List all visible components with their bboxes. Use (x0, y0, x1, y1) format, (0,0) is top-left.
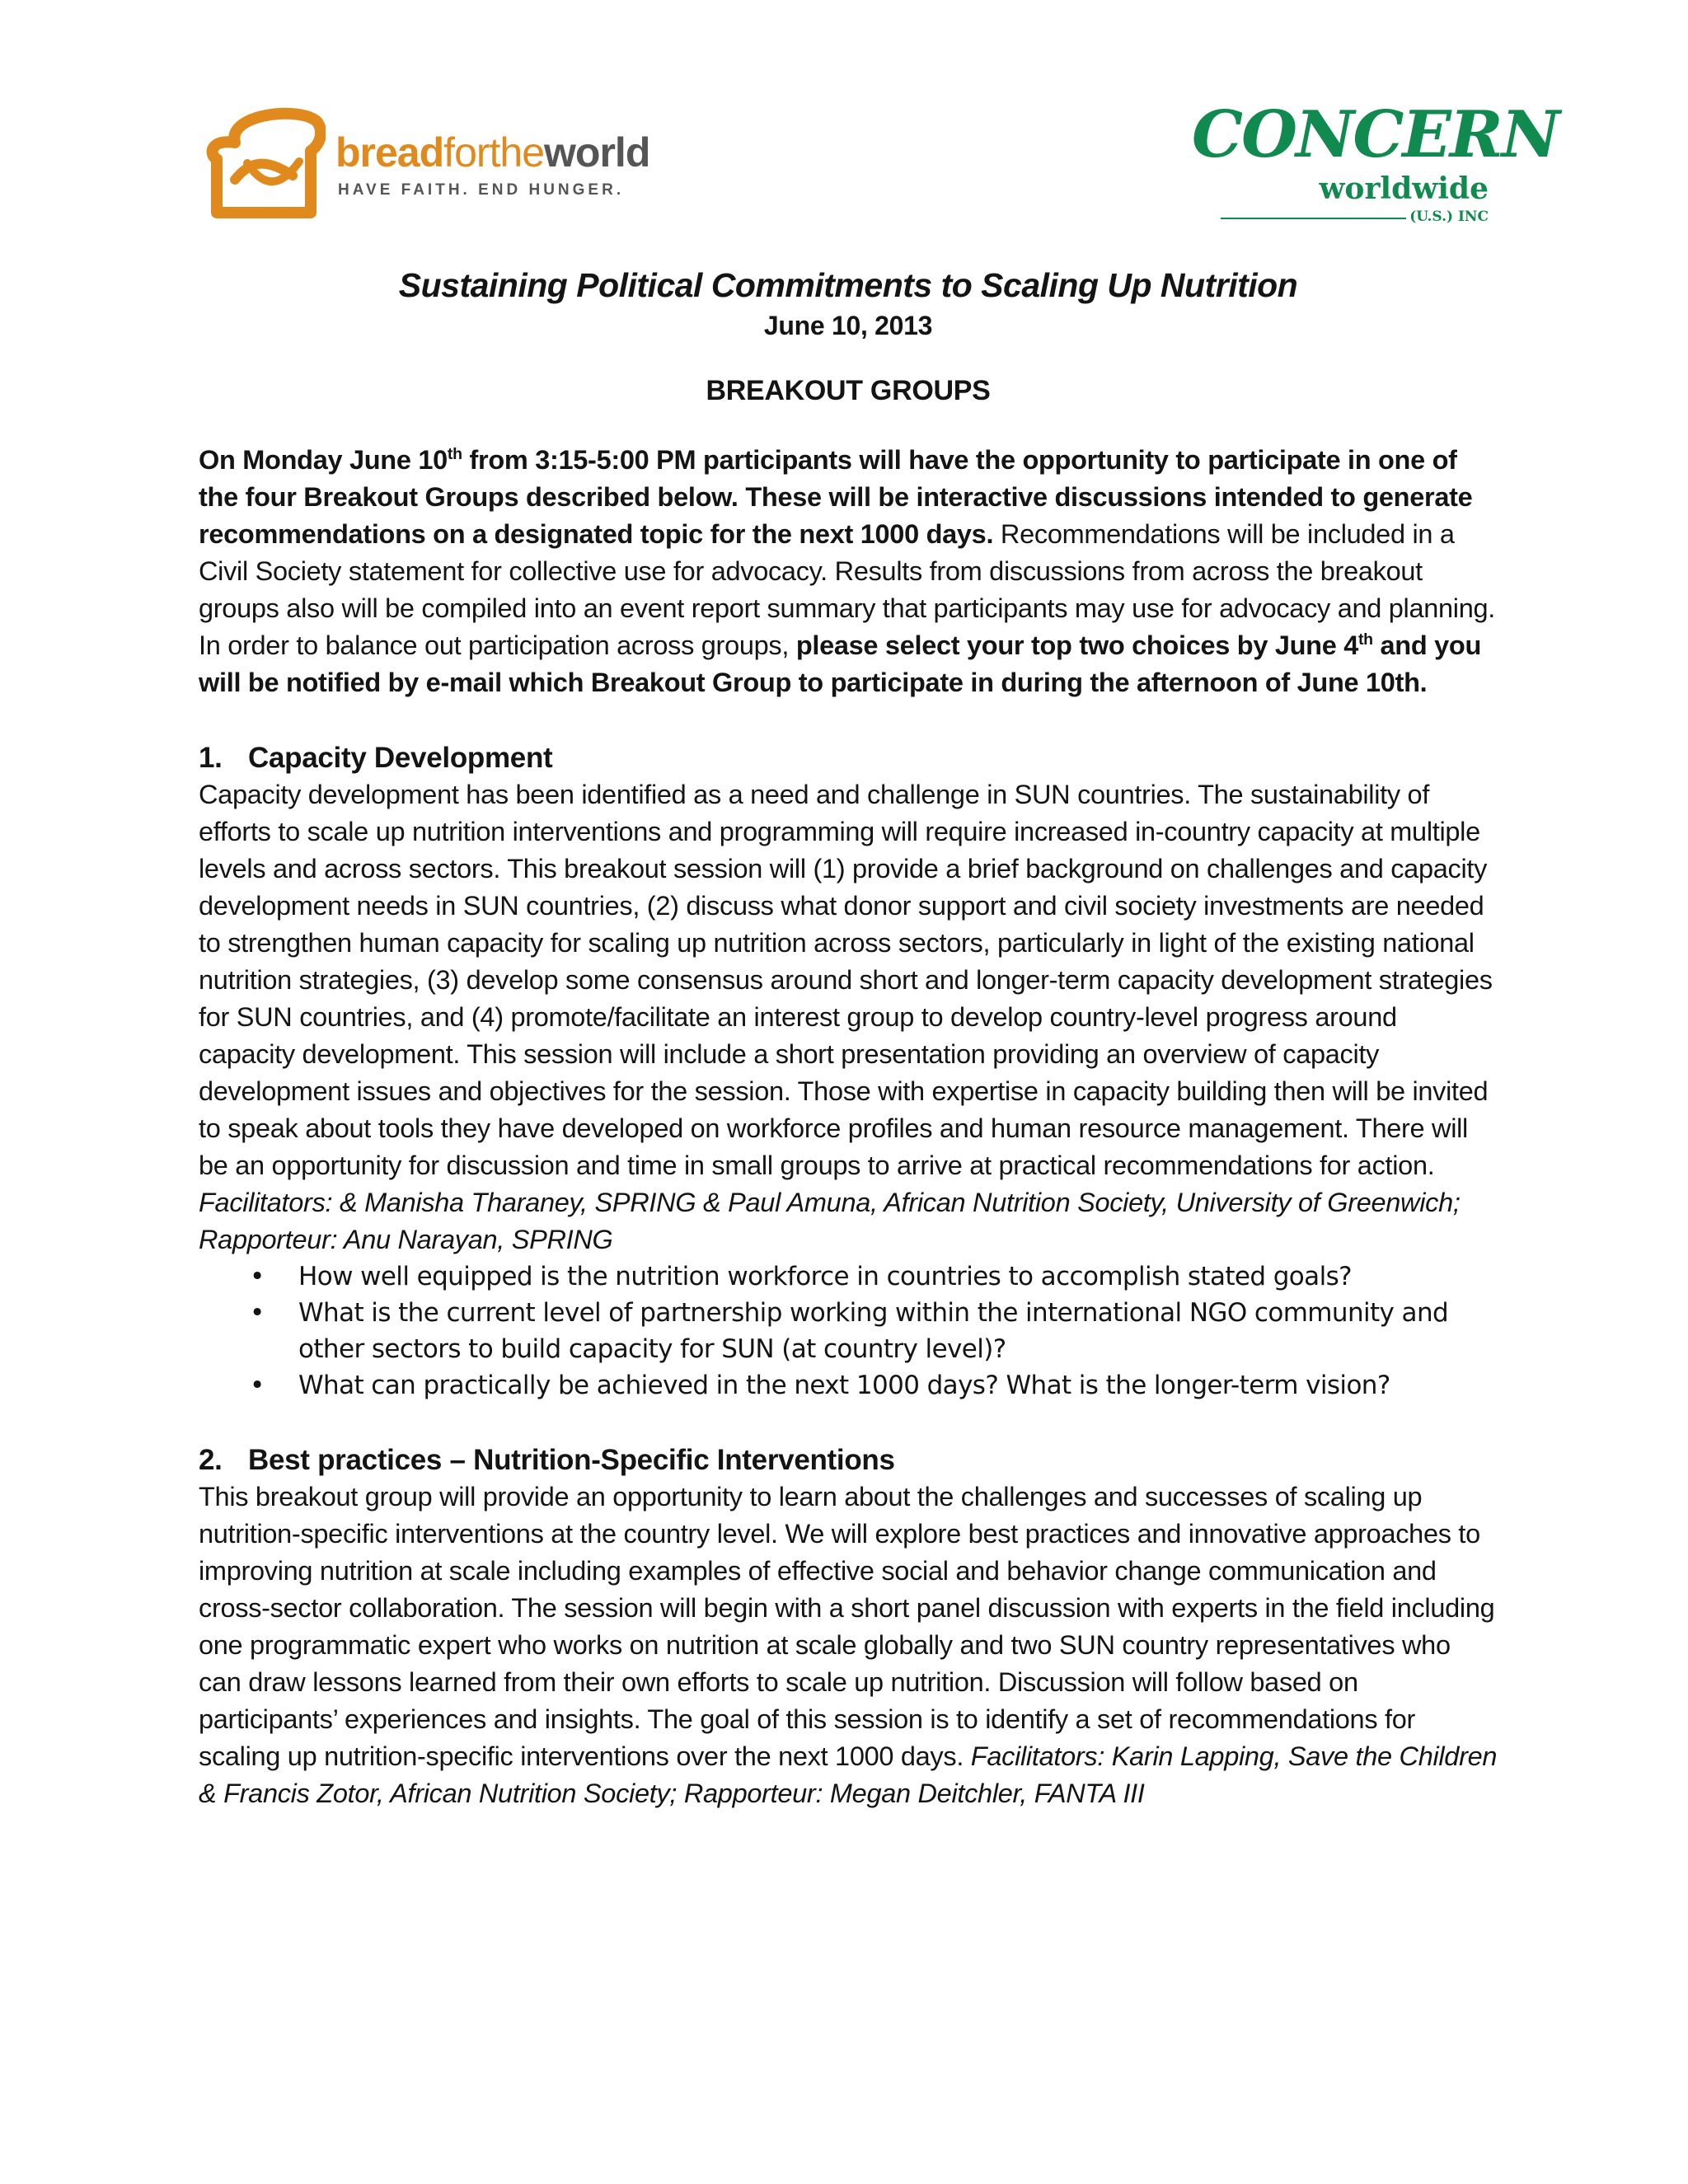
intro-bold-2a: please select your top two choices by June 4 (795, 630, 1358, 660)
section-number: 2. (199, 1444, 223, 1476)
bullet-icon: • (250, 1371, 265, 1400)
list-item: • What can practically be achieved in the next 1000 days? What is the longer-term vision? (199, 1367, 1498, 1404)
intro-bold-1b: from 3:15-5:00 PM participants will have the opportunity to participate in one of the four Breakout Groups described below. These will be interactive discussions intended to generate recommendations on a designated topic for the next 1000 days. (199, 445, 1473, 549)
concern-divider (1221, 218, 1406, 219)
section-body: This breakout group will provide an opportunity to learn about the challenges and successes of scaling up nutrition-specific interventions at the country level. We will explore best practices and innovative approaches to improving nutrition at scale including examples of effective social and behavior change communication and cross-sector collaboration. The session will begin with a short panel discussion with experts in the field including one programmatic expert who works on nutrition at scale globally and two SUN country representatives who can draw lessons learned from their own efforts to scale up nutrition. Discussion will follow based on participants’ experiences and insights. The goal of this session is to identify a set of recommendations for scaling up nutrition-specific interventions over the next 1000 days. Facilitators: Karin Lapping, Save the Children & Francis Zotor, African Nutrition Society; Rapporteur: Megan Deitchler, FANTA III (199, 1482, 1498, 1808)
concern-wordmark: CONCERN (1192, 97, 1559, 172)
concern-worldwide-text: worldwide (1319, 171, 1489, 206)
bullet-icon: • (250, 1298, 265, 1328)
section-facilitators: Facilitators: Karin Lapping, Save the Children & Francis Zotor, African Nutrition Society; Rapporteur: Megan Deitchler, FANTA III (199, 1741, 1498, 1808)
list-item: • How well equipped is the nutrition workforce in countries to accomplish stated goals? (199, 1258, 1498, 1295)
document-title: Sustaining Political Commitments to Scaling Up Nutrition (398, 266, 1298, 304)
bread-wordmark: breadfortheworld (335, 129, 650, 176)
concern-inc-text: (U.S.) INC (1409, 209, 1489, 225)
intro-bold-1-sup: th (447, 445, 462, 464)
document-date: June 10, 2013 (763, 311, 933, 340)
breakout-groups-heading: BREAKOUT GROUPS (706, 375, 991, 406)
bread-tagline: HAVE FAITH. END HUNGER. (338, 181, 625, 199)
section-body: Capacity development has been identified as a need and challenge in SUN countries. The sustainability of efforts to scale up nutrition interventions and programming will require increased in-country capacity at multiple levels and across sectors. This breakout session will (1) provide a brief background on challenges and capacity development needs in SUN countries, (2) discuss what donor support and civil society investments are needed to strengthen human capacity for scaling up nutrition across sectors, particularly in light of the existing national nutrition strategies, (3) develop some consensus around short and longer-term capacity development strategies for SUN countries, and (4) promote/facilitate an interest group to develop country-level progress around capacity development. This session will include a short presentation providing an overview of capacity development issues and objectives for the session. Those with expertise in capacity building then will be invited to speak about tools they have developed on workforce profiles and human resource management. There will be an opportunity for discussion and time in small groups to arrive at practical recommendations for action. Facilitators: & Manisha Tharaney, SPRING & Paul Amuna, African Nutrition Society, University of Greenwich; Rapporteur: Anu Narayan, SPRING (199, 780, 1493, 1254)
bread-loaf-icon (202, 97, 326, 221)
concern-worldwide-logo (1192, 97, 1559, 229)
section-title: Capacity Development (248, 742, 553, 774)
document-body (199, 260, 1498, 1812)
section-number: 1. (199, 742, 223, 774)
bullet-icon: • (250, 1262, 265, 1291)
section-heading-capacity-development (199, 739, 1498, 776)
intro-paragraph (199, 442, 1498, 701)
intro-bold-2-sup: th (1357, 630, 1373, 649)
intro-normal: Recommendations will be included in a Civil Society statement for collective use for advocacy. Results from discussions from across the breakout groups also will be compiled into an event report summary that participants may use for advocacy and planning. In order to balance out participation across groups, (199, 519, 1495, 660)
list-item: • What is the current level of partnership working within the international NGO community and other sectors to build capacity for SUN (at country level)? (199, 1295, 1498, 1367)
section-title: Best practices – Nutrition-Specific Interventions (248, 1444, 895, 1476)
section-facilitators: Facilitators: & Manisha Tharaney, SPRING & Paul Amuna, African Nutrition Society, University of Greenwich; Rapporteur: Anu Narayan, SPRING (199, 1188, 1461, 1254)
section-heading-best-practices (199, 1441, 1498, 1479)
discussion-questions-list (199, 1258, 1498, 1404)
intro-bold-1a: On Monday June 10 (199, 445, 448, 475)
intro-bold-2b: and you will be notified by e-mail which Breakout Group to participate in during the afternoon of June 10th. (199, 630, 1482, 697)
bread-for-the-world-logo (202, 97, 663, 229)
